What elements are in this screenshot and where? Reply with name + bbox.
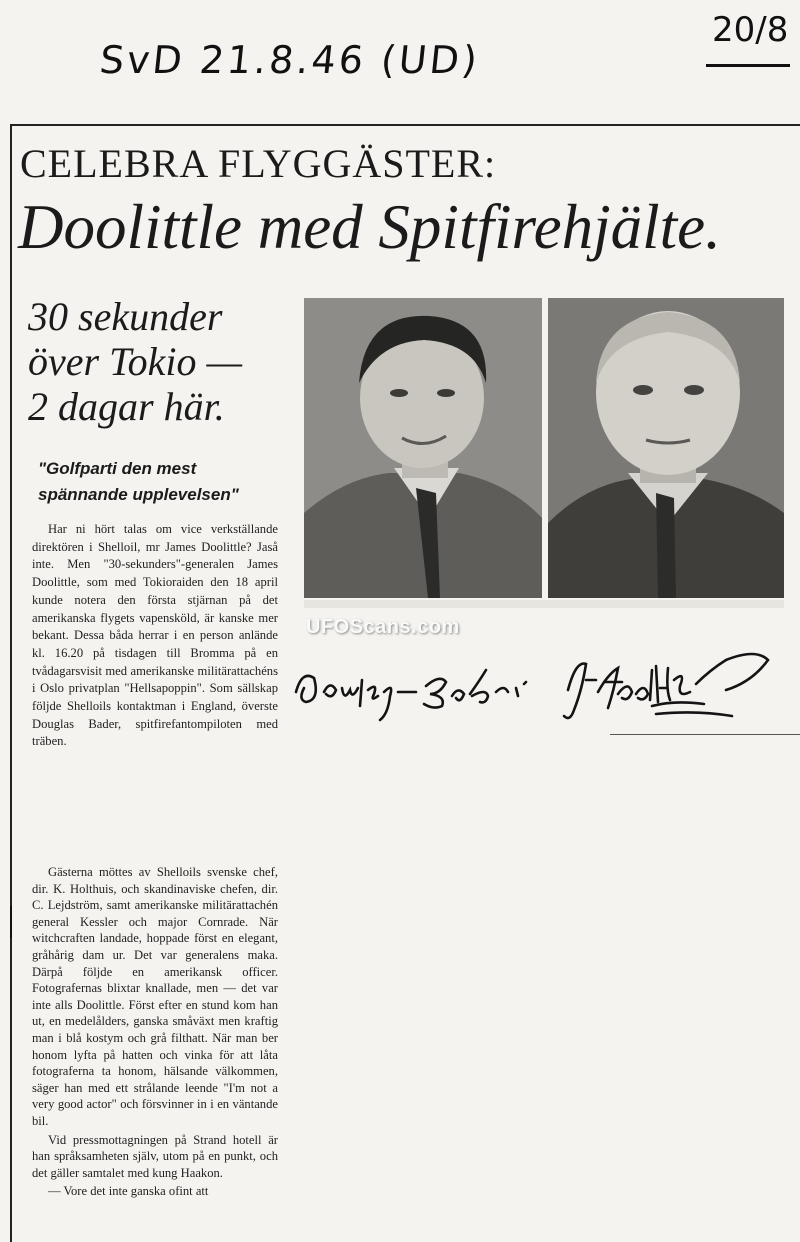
signature-left-illustration [290,630,550,740]
article-subhead [28,294,288,429]
subhead-line: över Tokio — [28,339,243,384]
photo-caption-strip [304,600,784,608]
page-note-underline [706,64,790,67]
signature-douglas-bader [290,630,550,740]
article-body-part-2 [32,864,278,1200]
pull-quote [38,456,288,508]
signature-right-illustration [556,630,796,740]
handwritten-source-note: SvD 21.8.46 (UD) [97,38,483,82]
margin-mark [10,906,12,938]
body-paragraph: — Vore det inte ganska ofint att [48,1184,209,1199]
body-paragraph: Vid pressmottagningen på Strand hotell är han språksamheten själv, utom på en punkt, och det gäller samtalet med kung Haakon. [32,1132,278,1180]
clipping-frame-top [10,124,800,126]
pull-quote-line: spännande upplevelsen" [38,485,239,504]
watermark: UFOScans.com [306,616,460,638]
photo-douglas-bader [304,298,542,598]
body-paragraph: Gästerna möttes av Shelloils svenske chef, dir. K. Holthuis, och skandinaviske chefen, dir. C. Lejdström, samt amerikanske militärattachén general Kessler och major Cornrade. När witchcraften landade, hoppade först en elegant, gråhårig dam ur. Det var generalens maka. Därpå följde en amerikansk officer. Fotografernas blixtar knallade, men — det var inte alls Doolittle. Först efter en stund kom han ut, en medelålders, ganska småväxt men kraftig man i blå kostym och grå filthatt. När man ber honom lyfta på hatten och vinka för att låta fotograferna ta honom, hälsande välkommen, säger han med ett strålande leende "I'm not a very good actor" och försvinner in i en väntande bil. [32,865,278,1128]
article-kicker: CELEBRA FLYGGÄSTER: [20,141,497,186]
clipping-frame-left [10,124,12,1242]
pull-quote-line: "Golfparti den mest [38,459,197,478]
article-headline: Doolittle med Spitfirehjälte. [18,192,721,262]
subhead-line: 30 sekunder [28,294,223,339]
photo-james-doolittle [548,298,784,598]
subhead-line: 2 dagar här. [28,384,225,429]
article-body-part-1 [32,521,278,751]
portrait-left-illustration [304,298,542,598]
handwritten-page-note: 20/8 [712,10,789,50]
portrait-right-illustration [548,298,784,598]
signature-james-doolittle [556,630,796,740]
body-paragraph: Har ni hört talas om vice verkställande direktören i Shelloil, mr James Doolittle? Jaså inte. Men "30-sekunders"-generalen James Doolittle, som med Tokioraiden den 18 april kunde notera den första stjärnan på det amerikanska flygets vapensköld, är kanske mer bekant. Dessa båda herrar i en person anlände kl. 16.20 på tisdagen till Bromma på en tvådagarsvisit med amerikanske militärattachéns i Oslo privatplan "Hellsapoppin". Som sällskap följde Shelloils kontaktman i England, överste Douglas Bader, spitfirefantompiloten med träben. [32,522,278,749]
divider-rule [610,734,800,735]
